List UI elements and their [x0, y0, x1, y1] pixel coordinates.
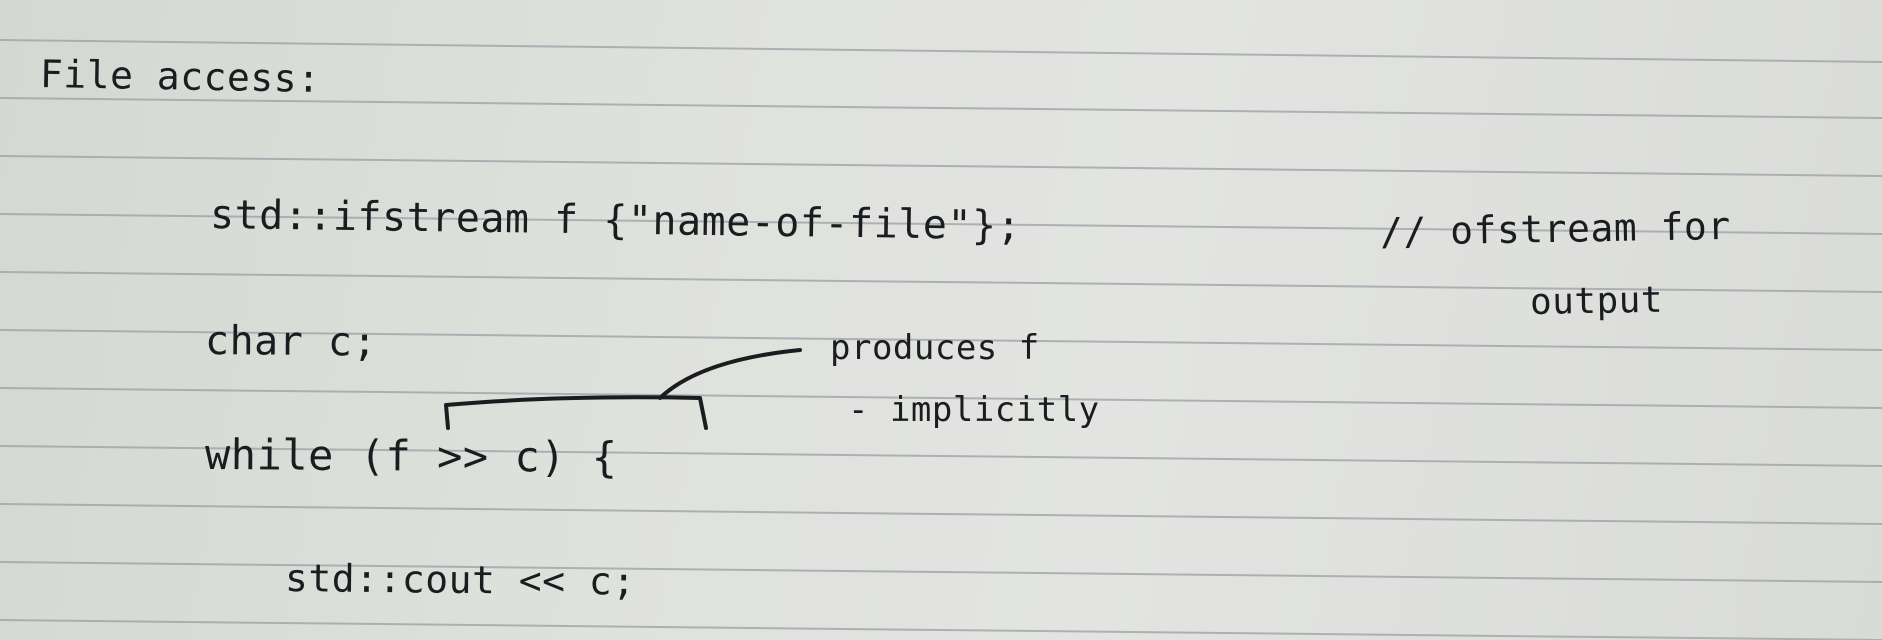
- code-line-while: while (f >> c) {: [204, 430, 618, 482]
- comment-ofstream: // ofstream for: [1379, 203, 1732, 254]
- annotation-produces: produces f: [830, 328, 1040, 368]
- annotation-connector: [660, 350, 800, 398]
- code-line-char: char c;: [204, 318, 378, 366]
- code-line-cout: std::cout << c;: [284, 556, 636, 604]
- code-line-ifstream: std::ifstream f {"name-of-file"};: [209, 192, 1022, 250]
- heading: File access:: [39, 52, 321, 101]
- comment-output: output: [1529, 279, 1664, 323]
- underbrace: [446, 397, 706, 428]
- annotation-implicitly: - implicitly: [848, 390, 1100, 430]
